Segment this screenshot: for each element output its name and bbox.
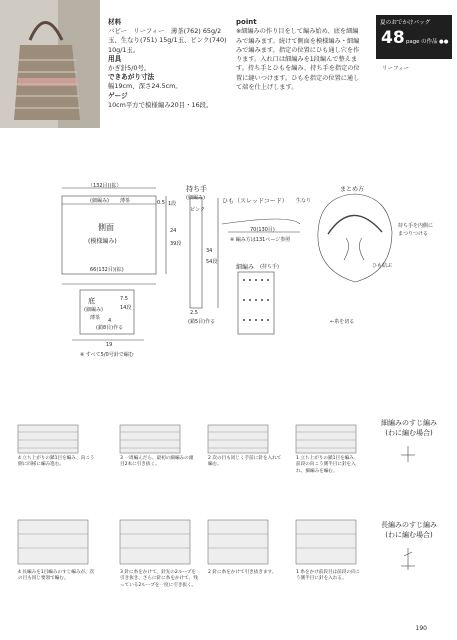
step-number: 4 bbox=[18, 456, 21, 461]
dim-05: 0.5 bbox=[157, 200, 165, 206]
step-text: 立ち上がりの鎖1目を編み、向こう側に同様に編み進む。 bbox=[18, 456, 95, 468]
point-heading: point bbox=[236, 18, 257, 26]
step-text: 糸をかけ前段目は前段の向こう側半目に針を入れる。 bbox=[296, 570, 361, 582]
handle-54: 54段 bbox=[206, 259, 218, 265]
brand-label: リーフィー bbox=[382, 66, 410, 72]
step-b-4 bbox=[18, 570, 98, 583]
base-dim-2: 14段 bbox=[120, 305, 132, 311]
side-title: 側面 bbox=[98, 223, 114, 232]
handle-title: 持ち手 bbox=[186, 185, 207, 193]
step-a-3 bbox=[120, 456, 194, 469]
step-text: 立ち上がりの鎖1目を編み、前段の向こう側半目に針を入れ、細編みを編む。 bbox=[296, 456, 359, 474]
point-text: ※細編みの作り目をして編み始め、底を細編みで編みます。続けて側面を模様編み・細編みで編みます。指定の位置にひも通し穴を作ります。入れ口は細編みを1段編んで整えます。持ち手とひもを編み、持ち手を指定の位置に縫いつけます。ひもを指定の位置に通して端を仕上げします。 bbox=[236, 28, 360, 92]
step-a-4 bbox=[18, 456, 96, 469]
base-note: (鎖8目)作る bbox=[96, 325, 124, 331]
step-number: 1 bbox=[296, 570, 299, 575]
chart-title: 細編み bbox=[236, 264, 255, 271]
base-color: 薄茶 bbox=[90, 315, 101, 321]
cord-color: 生なり bbox=[296, 198, 312, 204]
gauge-text: 10cm平方で模様編み20目・16段。 bbox=[108, 100, 213, 109]
step-number: 2 bbox=[208, 456, 211, 461]
step-text: 次の目も同じく手前に針を入れて編む。 bbox=[208, 456, 282, 468]
legend-a-title: 細編みのすじ編み bbox=[381, 419, 437, 427]
chart-subtitle: (持ち手) bbox=[260, 264, 279, 270]
cord-title: ひも（スレッドコード） bbox=[222, 198, 288, 205]
badge-number: 48 bbox=[381, 28, 405, 48]
step-text: 針に糸をかけて引き抜きます。 bbox=[212, 570, 277, 575]
step-b-3 bbox=[120, 570, 200, 589]
handle-25: 2.5 bbox=[190, 310, 198, 316]
assembly-note-1: 持ち手を内側に bbox=[398, 223, 434, 229]
dim-1: 1段 bbox=[168, 201, 177, 207]
legend-b-subtitle: (わに編む場合) bbox=[385, 531, 433, 539]
size-heading: できあがり寸法 bbox=[108, 73, 155, 82]
step-number: 4 bbox=[18, 570, 21, 575]
note-all: ※ すべて5/0号針で編む bbox=[80, 352, 134, 358]
step-number: 2 bbox=[208, 570, 211, 575]
step-number: 3 bbox=[120, 456, 123, 461]
dim-24: 24 bbox=[170, 228, 177, 234]
base-dim-3: 4 bbox=[108, 318, 112, 324]
step-text: 長編みを1目編みのすじ編みが、次の目も同じ要領で編む。 bbox=[18, 570, 95, 582]
bottom-dimension: 66(132目)(拡) bbox=[90, 267, 124, 273]
base-dim-1: 7.5 bbox=[120, 296, 128, 302]
legend-b bbox=[372, 520, 446, 540]
gauge-heading: ゲージ bbox=[108, 91, 128, 100]
cord-length: 70(130目) bbox=[250, 227, 275, 233]
base-subtitle: (細編み) bbox=[84, 307, 103, 313]
assembly-note-2: まつりつける bbox=[398, 231, 429, 237]
materials-text: バピー リーフィー 薄茶(762) 65g/2玉、生なり(751) 15g/1玉、ピンク(740) 10g/1玉。 bbox=[108, 27, 227, 54]
step-text: 針に糸をかけて、針先の2ループを引き抜き、さらに針に糸をかけて、残っている2ループを一度に引き抜く。 bbox=[120, 570, 198, 588]
step-b-1 bbox=[296, 570, 362, 583]
assembly-note-3: ひも結ぶ bbox=[372, 263, 393, 269]
size-text: 幅19cm、深さ24.5cm。 bbox=[108, 82, 182, 91]
width-19: 19 bbox=[106, 342, 113, 348]
band-color: 薄茶 bbox=[120, 198, 131, 204]
materials-heading: 材料 bbox=[108, 18, 122, 26]
step-a-2 bbox=[208, 456, 282, 469]
dim-39: 39段 bbox=[170, 241, 182, 247]
legend-a-subtitle: (わに編む場合) bbox=[385, 429, 433, 437]
handle-bottom: (鎖5目)作る bbox=[188, 319, 216, 325]
step-b-2 bbox=[208, 570, 284, 576]
tools-heading: 用具 bbox=[108, 54, 122, 63]
page-number: 190 bbox=[415, 625, 427, 632]
tools-text: かぎ針5/0号。 bbox=[108, 64, 151, 73]
badge-page-suffix: page の作品 ●● bbox=[406, 39, 449, 45]
handle-subtitle: (細編み) bbox=[186, 195, 205, 201]
band-label: (細編み) bbox=[90, 198, 109, 204]
step-number: 3 bbox=[120, 570, 123, 575]
base-title: 底 bbox=[88, 297, 95, 305]
handle-color: ピンク bbox=[190, 207, 205, 213]
side-subtitle: (模様編み) bbox=[88, 238, 117, 245]
badge-title: 夏のおでかけバッグ bbox=[380, 20, 431, 26]
assembly-title: まとめ方 bbox=[340, 186, 365, 193]
top-dimension: （132目)(拡） bbox=[88, 183, 122, 189]
legend-b-title: 長編みのすじ編み bbox=[381, 521, 437, 529]
cord-note: ※ 編み方は131ページ参照 bbox=[230, 237, 291, 243]
step-number: 1 bbox=[296, 456, 299, 461]
handle-34: 34 bbox=[206, 248, 213, 254]
step-text: 一周編んだら、最初の細編みの頭目2本に引き抜く。 bbox=[120, 456, 194, 468]
legend-a bbox=[372, 418, 446, 438]
chart-end-note: ←糸を切る bbox=[330, 319, 355, 325]
step-a-1 bbox=[296, 456, 362, 475]
